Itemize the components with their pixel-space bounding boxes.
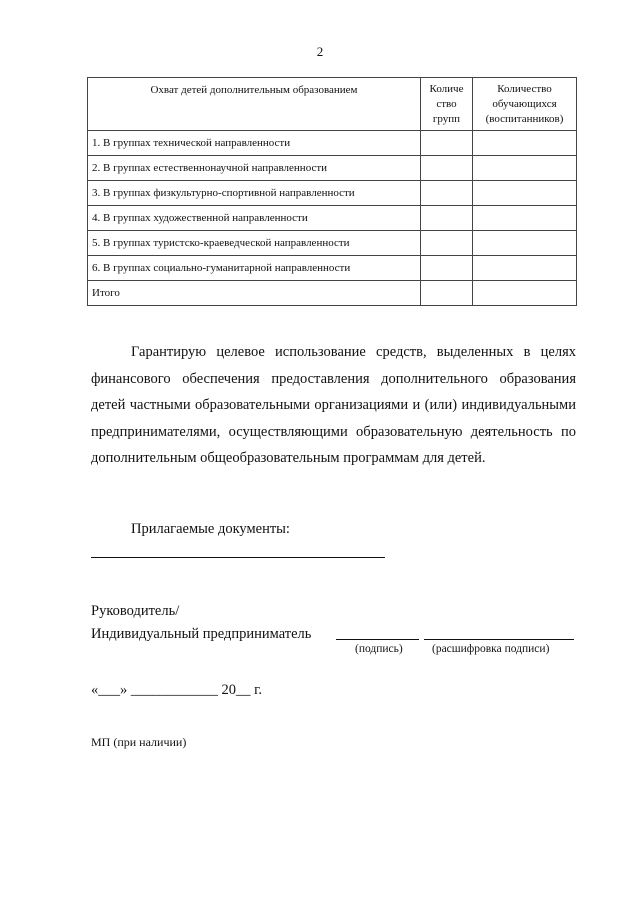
group-count-cell <box>421 256 473 281</box>
group-count-cell <box>421 156 473 181</box>
group-count-cell <box>421 131 473 156</box>
student-count-cell <box>473 156 577 181</box>
table-row <box>88 256 577 281</box>
row-label: 5. В группах туристско-краеведческой направленности <box>88 231 421 256</box>
table-row-total <box>88 281 577 306</box>
signature-caption: (подпись) <box>355 643 403 655</box>
coverage-table <box>87 77 577 306</box>
stamp-label: МП (при наличии) <box>91 735 187 749</box>
decryption-line <box>424 639 574 640</box>
attached-documents-label: Прилагаемые документы: <box>131 521 290 537</box>
row-label: 6. В группах социально-гуманитарной направленности <box>88 256 421 281</box>
table-row <box>88 206 577 231</box>
table-header-row <box>88 78 577 131</box>
date-line: «___» ____________ 20__ г. <box>91 682 263 698</box>
entrepreneur-label: Индивидуальный предприниматель <box>91 626 312 642</box>
guarantee-paragraph: Гарантирую целевое использование средств, выделенных в целях финансового обеспечения предоставления дополнительного образования детей частными образовательными организациями и (или) индивидуальными предпринимателями, осуществляющими образовательную деятельность по дополнительным общеобразовательным программам для детей. <box>91 344 576 466</box>
student-count-cell <box>473 206 577 231</box>
group-count-cell <box>421 181 473 206</box>
student-count-cell <box>473 256 577 281</box>
header-group-count: Количе ство групп <box>421 78 473 131</box>
header-coverage: Охват детей дополнительным образованием <box>88 78 421 131</box>
row-label: 4. В группах художественной направленности <box>88 206 421 231</box>
row-label: Итого <box>88 281 421 306</box>
signature-line <box>336 639 419 640</box>
table-row <box>88 131 577 156</box>
group-count-cell <box>421 281 473 306</box>
table-row <box>88 231 577 256</box>
decryption-caption: (расшифровка подписи) <box>432 643 550 655</box>
student-count-cell <box>473 181 577 206</box>
row-label: 3. В группах физкультурно-спортивной направленности <box>88 181 421 206</box>
student-count-cell <box>473 281 577 306</box>
attached-documents-line <box>91 557 385 558</box>
head-label: Руководитель/ <box>91 603 180 619</box>
row-label: 1. В группах технической направленности <box>88 131 421 156</box>
group-count-cell <box>421 206 473 231</box>
row-label: 2. В группах естественнонаучной направленности <box>88 156 421 181</box>
header-student-count: Количество обучающихся (воспитанников) <box>473 78 577 131</box>
page-number: 2 <box>316 44 324 59</box>
student-count-cell <box>473 231 577 256</box>
table-row <box>88 181 577 206</box>
table-row <box>88 156 577 181</box>
student-count-cell <box>473 131 577 156</box>
group-count-cell <box>421 231 473 256</box>
